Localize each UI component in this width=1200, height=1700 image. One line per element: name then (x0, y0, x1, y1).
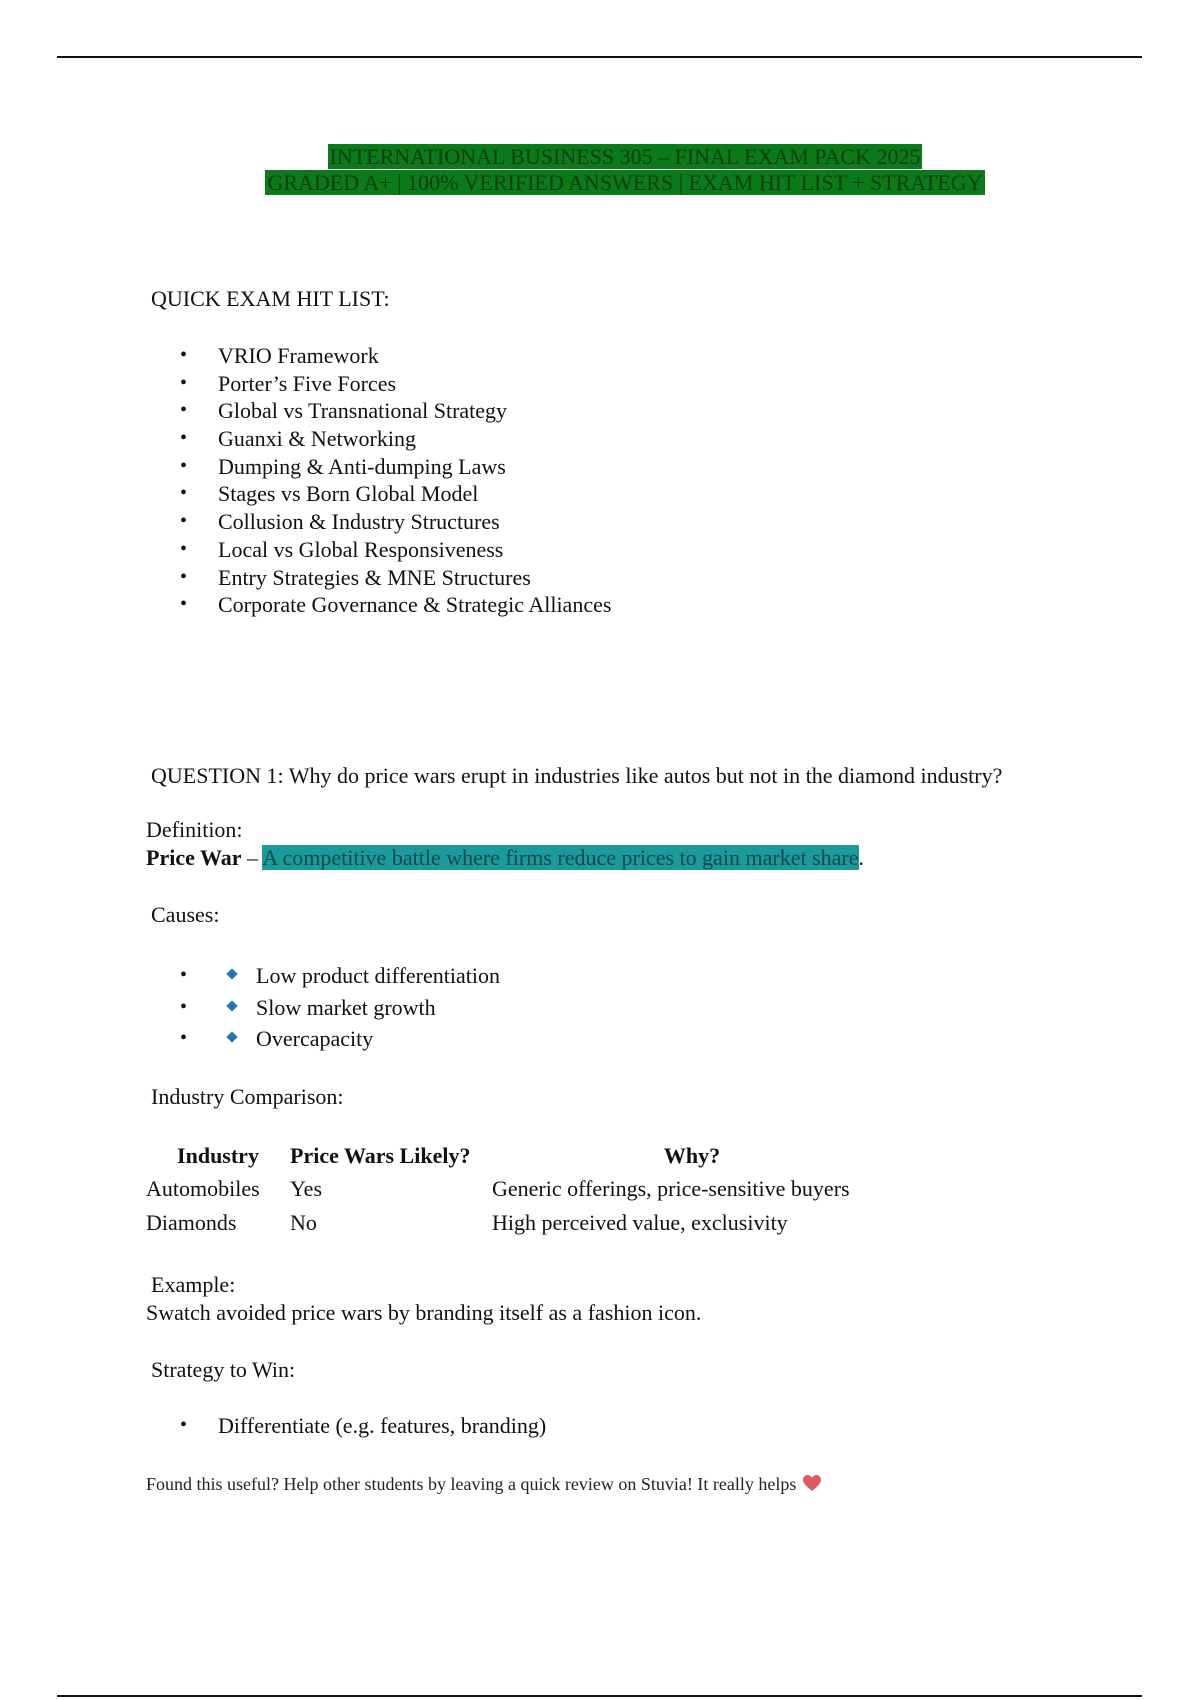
table-cell: Automobiles (146, 1176, 260, 1201)
review-note (146, 1472, 822, 1498)
list-item: • Corporate Governance & Strategic Alliances (180, 591, 611, 619)
list-item: • Local vs Global Responsiveness (180, 536, 611, 564)
heart-icon (802, 1474, 822, 1498)
hit-list (180, 342, 611, 619)
top-rule (57, 56, 1142, 58)
diamond-bullet-icon (226, 968, 237, 979)
table-cell: Yes (290, 1176, 323, 1201)
review-note-text: Found this useful? Help other students by leaving a quick review on Stuvia! It really helps (146, 1474, 797, 1494)
table-cell: No (290, 1210, 317, 1235)
list-item: • Dumping & Anti-dumping Laws (180, 453, 611, 481)
definition-period: . (858, 845, 865, 870)
list-item: • Guanxi & Networking (180, 425, 611, 453)
list-item: • Differentiate (e.g. features, branding) (180, 1412, 546, 1440)
definition-label: Definition: (146, 817, 243, 842)
definition-term: Price War (146, 845, 242, 870)
example-text: Swatch avoided price wars by branding itself as a fashion icon. (146, 1300, 702, 1325)
document-title (0, 144, 1200, 196)
definition-line (146, 844, 864, 871)
example-label: Example: (151, 1272, 236, 1297)
diamond-bullet-icon (226, 1031, 237, 1042)
list-item: • Overcapacity (180, 1023, 500, 1055)
industry-comparison-table (146, 1140, 892, 1240)
causes-list (180, 960, 500, 1055)
table-cell: Generic offerings, price-sensitive buyers (492, 1176, 850, 1201)
table-cell: High perceived value, exclusivity (492, 1210, 788, 1235)
definition-text: A competitive battle where firms reduce prices to gain market share (262, 845, 859, 870)
table-cell: Diamonds (146, 1210, 237, 1235)
column-header: Industry (177, 1143, 259, 1168)
question-1-heading: QUESTION 1: Why do price wars erupt in industries like autos but not in the diamond industry? (151, 763, 1003, 788)
column-header: Price Wars Likely? (290, 1143, 471, 1168)
list-item: • Collusion & Industry Structures (180, 508, 611, 536)
list-item: • Entry Strategies & MNE Structures (180, 564, 611, 592)
definition-dash: – (241, 845, 263, 870)
comparison-label: Industry Comparison: (151, 1084, 344, 1109)
list-item: • Porter’s Five Forces (180, 370, 611, 398)
causes-label: Causes: (151, 902, 220, 927)
list-item: • Stages vs Born Global Model (180, 480, 611, 508)
table-row (146, 1206, 892, 1240)
bottom-rule (57, 1695, 1142, 1697)
strategy-label: Strategy to Win: (151, 1357, 296, 1382)
title-line-2: GRADED A+ | 100% VERIFIED ANSWERS | EXAM HIT LIST + STRATEGY (267, 170, 983, 195)
list-item: • Low product differentiation (180, 960, 500, 992)
hit-list-heading: QUICK EXAM HIT LIST: (151, 286, 390, 311)
list-item: • Global vs Transnational Strategy (180, 397, 611, 425)
diamond-bullet-icon (226, 1000, 237, 1011)
strategy-list (180, 1412, 546, 1440)
title-line-1: INTERNATIONAL BUSINESS 305 – FINAL EXAM PACK 2025 (329, 144, 921, 169)
column-header: Why? (663, 1143, 721, 1168)
list-item: • Slow market growth (180, 992, 500, 1024)
table-header-row (146, 1140, 892, 1172)
list-item: • VRIO Framework (180, 342, 611, 370)
table-row (146, 1172, 892, 1206)
